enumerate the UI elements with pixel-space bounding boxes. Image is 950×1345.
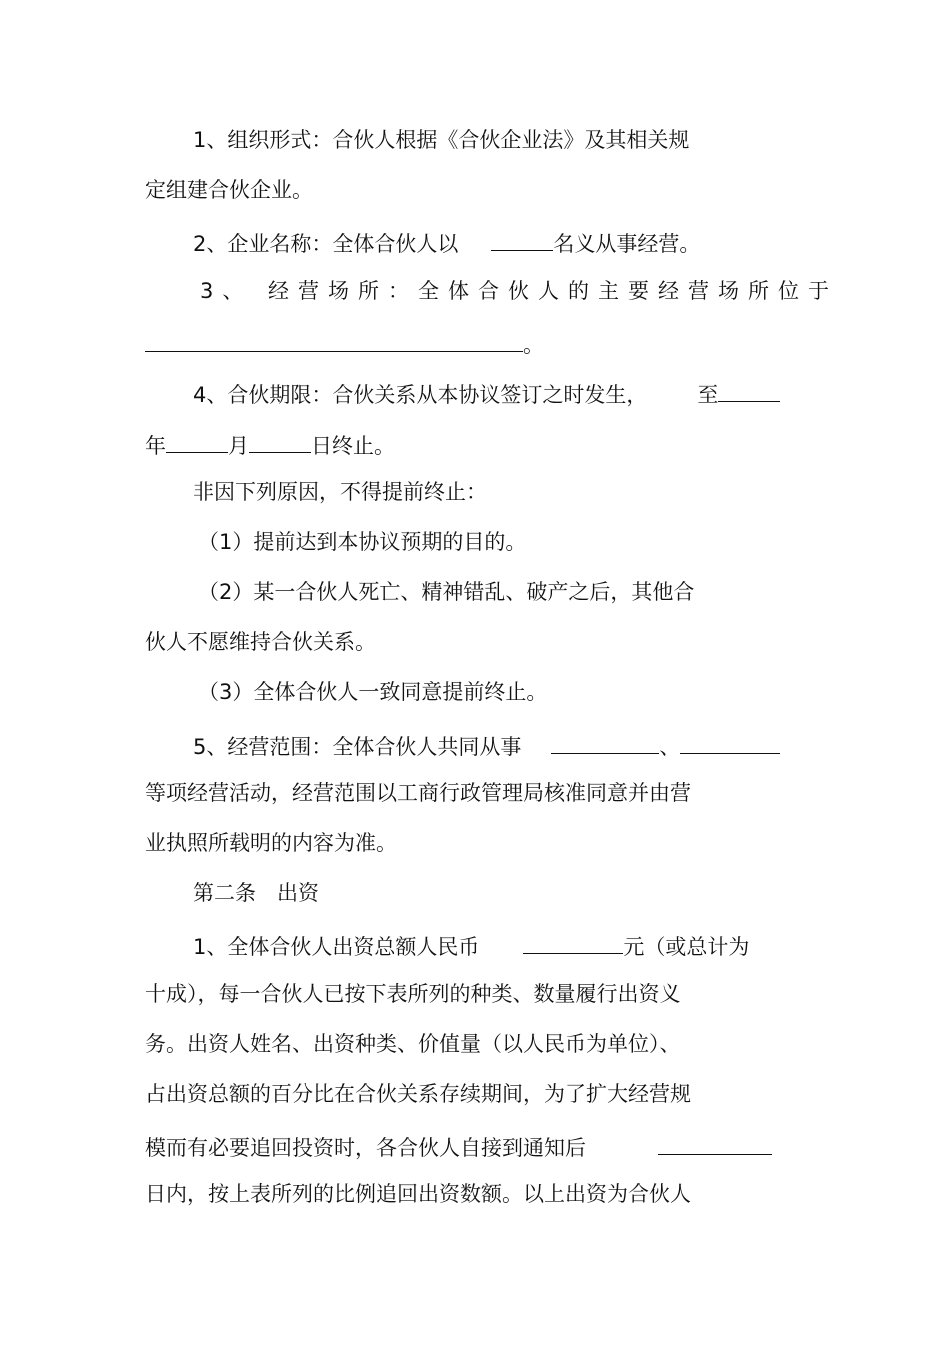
text: 业执照所载明的内容为准。 bbox=[145, 831, 397, 855]
clause-2-line bbox=[193, 230, 700, 256]
text: 2、企业名称：全体合伙人以 bbox=[193, 232, 459, 256]
text: 5、经营范围：全体合伙人共同从事 bbox=[193, 735, 522, 759]
clause-1-line-2 bbox=[145, 180, 313, 206]
business-scope-blank-2[interactable] bbox=[680, 733, 780, 754]
clause-5-line-3 bbox=[145, 833, 397, 859]
text: 占出资总额的百分比在合伙关系存续期间，为了扩大经营规 bbox=[145, 1082, 691, 1106]
termination-item-2-line-1 bbox=[198, 582, 694, 608]
contribution-line-1 bbox=[193, 933, 749, 959]
text: 模而有必要追回投资时，各合伙人自接到通知后 bbox=[145, 1136, 586, 1160]
contribution-line-2 bbox=[145, 984, 681, 1010]
text: 4、合伙期限：合伙关系从本协议签订之时发生， bbox=[193, 383, 648, 407]
end-day-blank[interactable] bbox=[249, 432, 311, 453]
text: 日内，按上表所列的比例追回出资数额。以上出资为合伙人 bbox=[145, 1182, 691, 1206]
text: 务。出资人姓名、出资种类、价值量（以人民币为单位）、 bbox=[145, 1032, 681, 1056]
end-month-blank[interactable] bbox=[166, 432, 228, 453]
text: 伙人不愿维持合伙关系。 bbox=[145, 630, 376, 654]
text: 1、全体合伙人出资总额人民币 bbox=[193, 935, 480, 959]
text: 元（或总计为 bbox=[623, 935, 750, 959]
text: 非因下列原因，不得提前终止： bbox=[193, 480, 487, 504]
contribution-line-3 bbox=[145, 1034, 681, 1060]
article-2-heading bbox=[193, 883, 319, 909]
clause-4-line-2 bbox=[145, 432, 395, 458]
contribution-line-5 bbox=[145, 1134, 772, 1160]
text: 。 bbox=[523, 333, 544, 357]
text: 日终止。 bbox=[311, 434, 395, 458]
text: 年 bbox=[145, 434, 166, 458]
termination-item-2-line-2 bbox=[145, 632, 376, 658]
text: 十成），每一合伙人已按下表所列的种类、数量履行出资义 bbox=[145, 982, 681, 1006]
text: 第二条 出资 bbox=[193, 881, 319, 905]
end-year-blank[interactable] bbox=[718, 381, 780, 402]
text: 名义从事经营。 bbox=[553, 232, 701, 256]
text: 3、 经营场所：全体合伙人的主要经营场所位于 bbox=[200, 279, 839, 303]
text: 1、组织形式：合伙人根据《合伙企业法》及其相关规 bbox=[193, 128, 690, 152]
capital-amount-blank[interactable] bbox=[523, 933, 623, 954]
termination-item-1 bbox=[198, 532, 526, 558]
text: 至 bbox=[697, 383, 719, 407]
text: 、 bbox=[659, 735, 681, 759]
enterprise-name-blank[interactable] bbox=[491, 230, 553, 251]
termination-intro bbox=[193, 482, 487, 508]
text: 等项经营活动，经营范围以工商行政管理局核准同意并由营 bbox=[145, 781, 691, 805]
clause-5-line-2 bbox=[145, 783, 691, 809]
text: （2）某一合伙人死亡、精神错乱、破产之后，其他合 bbox=[198, 580, 695, 604]
business-place-blank[interactable] bbox=[145, 331, 523, 352]
clause-3-line-1 bbox=[200, 281, 838, 307]
text: （3）全体合伙人一致同意提前终止。 bbox=[198, 680, 548, 704]
text: （1）提前达到本协议预期的目的。 bbox=[198, 530, 527, 554]
clause-5-line-1 bbox=[193, 733, 780, 759]
text: 月 bbox=[228, 434, 249, 458]
notice-days-blank[interactable] bbox=[658, 1134, 772, 1155]
text: 定组建合伙企业。 bbox=[145, 178, 313, 202]
clause-4-line-1 bbox=[193, 381, 780, 407]
business-scope-blank-1[interactable] bbox=[551, 733, 659, 754]
contribution-line-6 bbox=[145, 1184, 691, 1210]
clause-3-line-2 bbox=[145, 331, 544, 357]
clause-1-line-1 bbox=[193, 130, 689, 156]
contribution-line-4 bbox=[145, 1084, 691, 1110]
termination-item-3 bbox=[198, 682, 547, 708]
